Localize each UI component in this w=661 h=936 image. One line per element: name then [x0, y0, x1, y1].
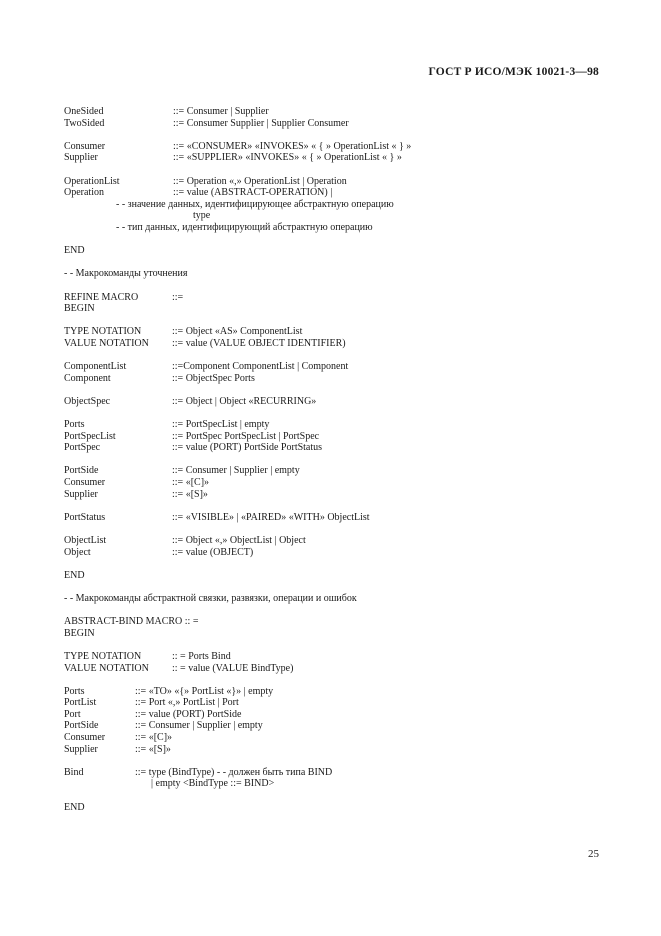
rule-definition: ::= Consumer Supplier | Supplier Consumer [173, 117, 349, 129]
rule-row [64, 396, 624, 408]
rule-definition: ::= Object «,» ObjectList | Object [172, 534, 306, 546]
rule-name: TYPE NOTATION [64, 650, 142, 662]
rule-name: TYPE NOTATION [64, 326, 142, 338]
rule-definition: ::= Consumer | Supplier [173, 106, 269, 117]
rule-name: Consumer [64, 477, 106, 488]
rule-name: ComponentList [64, 361, 127, 373]
begin-line [64, 303, 624, 315]
rule-row [64, 361, 624, 373]
rule-name: VALUE NOTATION [64, 337, 149, 349]
rule-row [64, 709, 624, 721]
rule-name: Supplier [64, 743, 98, 755]
rule-name: PortList [64, 697, 97, 709]
rule-name: PortSpecList [64, 430, 116, 442]
rule-definition: ::= PortSpec PortSpecList | PortSpec [172, 430, 320, 442]
section-heading-text: - - Макрокоманды уточнения [64, 268, 188, 280]
rule-row [64, 431, 624, 443]
rule-name: Consumer [64, 732, 106, 744]
macro-header [64, 616, 624, 628]
rule-name: PortStatus [64, 511, 106, 523]
comment-text: - - тип данных, идентифицирующий абстрактную операцию [116, 221, 373, 233]
rule-definition: ::= «TO» «{» PortList «}» | empty [135, 685, 274, 697]
end-keyword: END [64, 569, 85, 581]
rule-definition: ::= «SUPPLIER» «INVOKES» « { » OperationList « } » [173, 152, 402, 164]
rule-definition: ::= «CONSUMER» «INVOKES» « { » OperationList « } » [173, 140, 412, 152]
rule-definition: ::= value (PORT) PortSide PortStatus [172, 442, 323, 454]
rule-row [64, 686, 624, 698]
rule-name: OperationList [64, 175, 120, 187]
rule-definition: ::= «[C]» [172, 477, 210, 488]
macro-name: ABSTRACT-BIND MACRO :: = [64, 616, 199, 628]
rule-name: ObjectSpec [64, 395, 111, 407]
macro-header [64, 292, 624, 304]
rule-row [64, 338, 624, 350]
section-heading [64, 593, 624, 605]
rule-name: Operation [64, 187, 104, 199]
begin-line [64, 628, 624, 640]
rule-definition: ::= Object | Object «RECURRING» [172, 395, 317, 407]
rule-row [64, 767, 624, 779]
end-keyword: END [64, 801, 85, 813]
rule-definition: ::=Component ComponentList | Component [172, 361, 349, 373]
rule-row [64, 187, 624, 199]
rule-row [64, 118, 624, 130]
rule-continuation [64, 778, 624, 790]
rule-definition: ::= value (OBJECT) [172, 546, 254, 558]
rule-name: Consumer [64, 140, 106, 152]
rule-row [64, 535, 624, 547]
document-header: ГОСТ Р ИСО/МЭК 10021-3—98 [428, 66, 599, 78]
comment-text: type [193, 210, 211, 222]
rule-row [64, 106, 624, 118]
rule-definition: ::= PortSpecList | empty [172, 419, 270, 431]
comment-line [64, 199, 624, 211]
macro-assign: ::= [172, 291, 184, 303]
rule-definition: ::= Operation «,» OperationList | Operation [173, 175, 347, 187]
comment-line [64, 210, 624, 222]
begin-keyword: BEGIN [64, 627, 95, 639]
rule-name: Object [64, 546, 91, 558]
rule-row [64, 732, 624, 744]
comment-line [64, 222, 624, 234]
rule-row [64, 512, 624, 524]
rule-row [64, 489, 624, 501]
comment-text: - - значение данных, идентифицирующее абстрактную операцию [116, 198, 394, 210]
rule-definition: ::= Port «,» PortList | Port [135, 697, 239, 709]
rule-row [64, 419, 624, 431]
rule-row [64, 663, 624, 675]
page-number: 25 [588, 848, 599, 860]
rule-name: Supplier [64, 488, 98, 500]
rule-definition: ::= value (ABSTRACT-OPERATION) | [173, 187, 333, 199]
rule-row [64, 152, 624, 164]
rule-row [64, 697, 624, 709]
rule-name: PortSpec [64, 442, 101, 454]
rule-row [64, 326, 624, 338]
end-line [64, 570, 624, 582]
rule-name: Supplier [64, 152, 98, 164]
begin-keyword: BEGIN [64, 303, 95, 315]
rule-name: PortSide [64, 465, 99, 477]
rule-definition: ::= «[C]» [135, 732, 173, 744]
rule-definition: ::= ObjectSpec Ports [172, 372, 255, 384]
rule-definition: ::= «[S]» [135, 743, 171, 755]
rule-definition: ::= «[S]» [172, 488, 208, 500]
rule-name: Ports [64, 419, 85, 431]
rule-definition: :: = Ports Bind [172, 650, 231, 662]
rule-row [64, 465, 624, 477]
rule-definition: ::= Consumer | Supplier | empty [135, 720, 263, 732]
rule-name: OneSided [64, 106, 104, 117]
rule-definition: ::= type (BindType) - - должен быть типа BIND [135, 766, 333, 778]
end-line [64, 245, 624, 257]
section-heading-text: - - Макрокоманды абстрактной связки, развязки, операции и ошибок [64, 592, 357, 604]
macro-name: REFINE MACRO [64, 291, 139, 303]
rule-name: TwoSided [64, 117, 105, 129]
rule-definition: ::= «VISIBLE» | «PAIRED» «WITH» ObjectList [172, 511, 370, 523]
rule-row [64, 720, 624, 732]
rule-row [64, 176, 624, 188]
rule-name: PortSide [64, 720, 99, 732]
rule-name: Port [64, 708, 81, 720]
rule-definition: ::= value (VALUE OBJECT IDENTIFIER) [172, 337, 346, 349]
rule-row [64, 744, 624, 756]
rule-definition: :: = value (VALUE BindType) [172, 662, 294, 674]
rule-name: ObjectList [64, 534, 107, 546]
rule-definition: ::= Object «AS» ComponentList [172, 326, 303, 338]
rule-row [64, 141, 624, 153]
end-line [64, 802, 624, 814]
rule-row [64, 477, 624, 489]
end-keyword: END [64, 245, 85, 257]
rule-name: Ports [64, 685, 85, 697]
rule-row [64, 651, 624, 663]
rule-continuation-text: | empty <BindType ::= BIND> [151, 778, 275, 790]
rule-row [64, 442, 624, 454]
page-content [64, 106, 624, 813]
rule-name: Component [64, 372, 111, 384]
rule-name: Bind [64, 766, 84, 778]
rule-row [64, 373, 624, 385]
rule-row [64, 547, 624, 559]
rule-definition: ::= Consumer | Supplier | empty [172, 465, 300, 477]
rule-name: VALUE NOTATION [64, 662, 149, 674]
rule-definition: ::= value (PORT) PortSide [135, 708, 242, 720]
section-heading [64, 268, 624, 280]
